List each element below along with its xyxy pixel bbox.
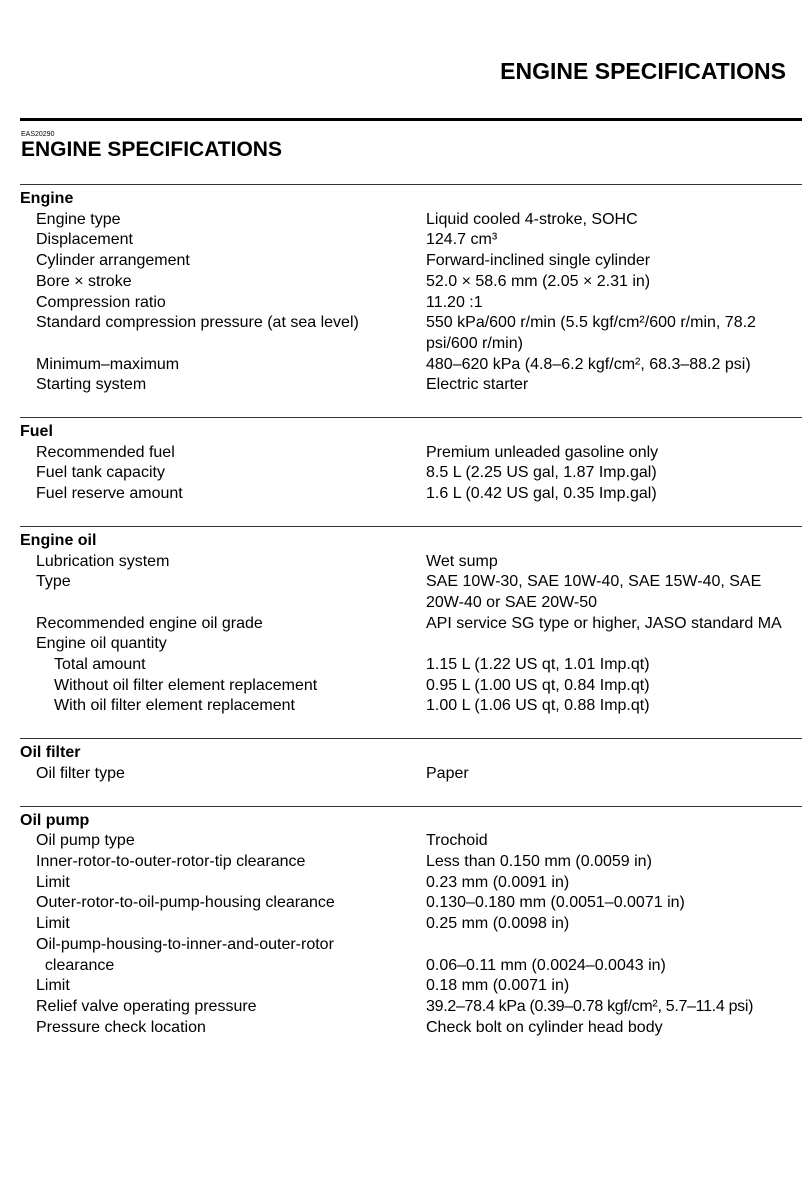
spec-label: Outer-rotor-to-oil-pump-housing clearance: [36, 894, 335, 912]
spec-group-oil-pump: [20, 806, 802, 1039]
spec-value: 0.18 mm (0.0071 in): [426, 977, 570, 995]
spec-value: Check bolt on cylinder head body: [426, 1018, 663, 1036]
spec-label: Oil-pump-housing-to-inner-and-outer-rotor: [36, 935, 334, 953]
spec-label: Total amount: [54, 656, 146, 674]
spec-label: Displacement: [36, 231, 133, 249]
spec-value: [426, 935, 802, 956]
spec-row: [20, 976, 802, 997]
spec-value: 1.15 L (1.22 US qt, 1.01 Imp.qt): [426, 656, 650, 674]
spec-label: clearance: [36, 956, 115, 974]
spec-value: Electric starter: [426, 376, 529, 394]
spec-row: [20, 614, 802, 635]
page-header-title: ENGINE SPECIFICATIONS: [500, 58, 786, 84]
spec-label: Cylinder arrangement: [36, 252, 190, 270]
spec-value: Premium unleaded gasoline only: [426, 443, 659, 461]
spec-label: Minimum–maximum: [36, 355, 180, 373]
spec-value: Paper: [426, 764, 469, 782]
spec-label: Oil filter type: [36, 764, 125, 782]
spec-value: 8.5 L (2.25 US gal, 1.87 Imp.gal): [426, 464, 657, 482]
spec-value: Forward-inclined single cylinder: [426, 252, 651, 270]
spec-row: [20, 463, 802, 484]
spec-value: 1.00 L (1.06 US qt, 0.88 Imp.qt): [426, 697, 650, 715]
spec-row: [20, 831, 802, 852]
spec-row: [20, 893, 802, 914]
spec-label: Oil pump type: [36, 832, 135, 850]
spec-label: Lubrication system: [36, 552, 170, 570]
header-rule: [20, 118, 802, 121]
spec-value: API service SG type or higher, JASO standard MA: [426, 614, 782, 632]
section-title: ENGINE SPECIFICATIONS: [21, 138, 282, 161]
section-code: EAS20290: [21, 131, 55, 138]
spec-label: Relief valve operating pressure: [36, 997, 257, 1015]
spec-value: 1.6 L (0.42 US gal, 0.35 Imp.gal): [426, 485, 657, 503]
spec-value: 0.95 L (1.00 US qt, 0.84 Imp.qt): [426, 676, 650, 694]
group-title: Engine: [20, 190, 74, 207]
spec-label: Pressure check location: [36, 1018, 206, 1036]
spec-row: [20, 572, 802, 613]
spec-group-fuel: [20, 417, 802, 505]
spec-value: 52.0 × 58.6 mm (2.05 × 2.31 in): [426, 272, 651, 290]
spec-value: SAE 10W-30, SAE 10W-40, SAE 15W-40, SAE 20W-40 or SAE 20W-50: [426, 573, 762, 611]
spec-label: Engine oil quantity: [36, 635, 167, 653]
spec-row: [20, 1018, 802, 1039]
spec-value: 124.7 cm³: [426, 231, 498, 249]
spec-label: Fuel tank capacity: [36, 464, 165, 482]
group-title: Fuel: [20, 423, 53, 441]
spec-row: [20, 293, 802, 314]
spec-label: Recommended engine oil grade: [36, 614, 263, 632]
spec-value: [426, 634, 802, 655]
spec-value: 11.20 :1: [426, 293, 483, 311]
spec-label: Starting system: [36, 376, 147, 394]
spec-row: [20, 696, 802, 717]
spec-row: [20, 676, 802, 697]
spec-label: Standard compression pressure (at sea level): [36, 314, 359, 332]
spec-row: [20, 852, 802, 873]
spec-label: Limit: [36, 915, 70, 933]
spec-row: [20, 251, 802, 272]
spec-label: With oil filter element replacement: [54, 697, 295, 715]
spec-label: Without oil filter element replacement: [54, 676, 318, 694]
spec-value: Less than 0.150 mm (0.0059 in): [426, 852, 652, 870]
spec-value: 0.06–0.11 mm (0.0024–0.0043 in): [426, 956, 666, 974]
spec-value: 550 kPa/600 r/min (5.5 kgf/cm²/600 r/min, 78.2 psi/600 r/min): [426, 314, 756, 352]
spec-row: [20, 230, 802, 251]
spec-row: [20, 956, 802, 977]
spec-value: 0.130–0.180 mm (0.0051–0.0071 in): [426, 894, 685, 912]
spec-label: Bore × stroke: [36, 272, 132, 290]
spec-row: [20, 484, 802, 505]
spec-row: [20, 764, 802, 785]
spec-value: Liquid cooled 4-stroke, SOHC: [426, 210, 638, 228]
spec-row: [20, 914, 802, 935]
spec-group-engine: [20, 184, 802, 396]
spec-label: Inner-rotor-to-outer-rotor-tip clearance: [36, 852, 306, 870]
spec-row: [20, 655, 802, 676]
spec-value: 480–620 kPa (4.8–6.2 kgf/cm², 68.3–88.2 psi): [426, 355, 751, 373]
spec-label: Type: [36, 573, 71, 591]
spec-label: Limit: [36, 977, 70, 995]
spec-label: Recommended fuel: [36, 443, 175, 461]
spec-value: 0.23 mm (0.0091 in): [426, 873, 570, 891]
spec-table: [20, 184, 802, 1059]
spec-row: [20, 375, 802, 396]
spec-group-oil-filter: [20, 738, 802, 784]
spec-value: Wet sump: [426, 552, 498, 570]
spec-label: Compression ratio: [36, 293, 166, 311]
spec-row: [20, 443, 802, 464]
spec-row: [20, 997, 802, 1018]
spec-group-engine-oil: [20, 526, 802, 717]
group-title: Oil filter: [20, 744, 81, 762]
spec-value: 39.2–78.4 kPa (0.39–0.78 kgf/cm², 5.7–11.4 psi): [426, 997, 754, 1015]
spec-value: 0.25 mm (0.0098 in): [426, 915, 570, 933]
spec-row: [20, 873, 802, 894]
group-title: Oil pump: [20, 811, 90, 829]
spec-label: Limit: [36, 873, 70, 891]
spec-label: Engine type: [36, 210, 121, 228]
spec-row: [20, 634, 802, 655]
spec-label: Fuel reserve amount: [36, 485, 183, 503]
spec-value: Trochoid: [426, 832, 488, 850]
spec-row: [20, 210, 802, 231]
spec-row: [20, 272, 802, 293]
group-title: Engine oil: [20, 531, 97, 549]
spec-row: [20, 313, 802, 354]
spec-row: [20, 935, 802, 956]
spec-row: [20, 552, 802, 573]
spec-row: [20, 355, 802, 376]
